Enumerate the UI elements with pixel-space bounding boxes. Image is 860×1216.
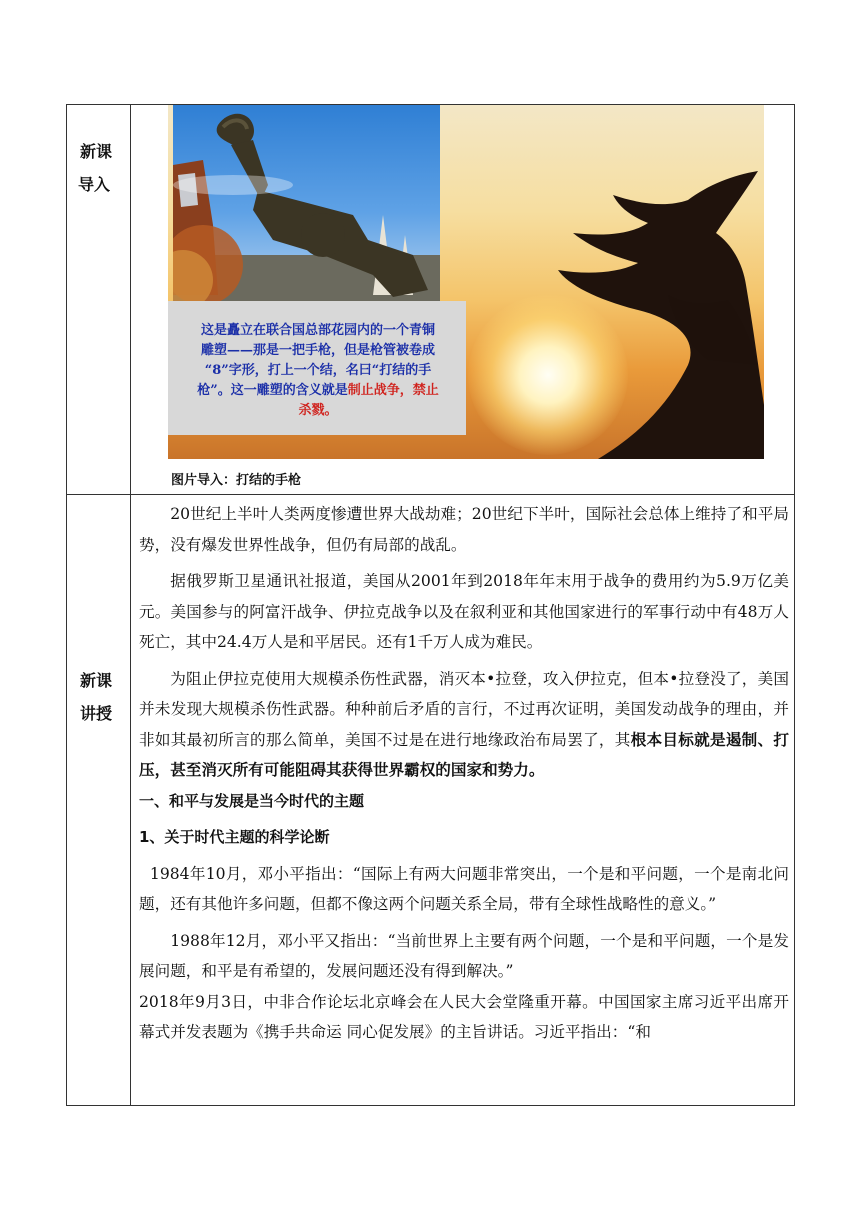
row-label-lecture-line1: 新课 (80, 671, 113, 690)
figure-caption: 图片导入：打结的手枪 (171, 473, 302, 488)
knotted-gun-photo (173, 105, 440, 301)
row-label-intro-line2: 导入 (78, 175, 111, 194)
caption-line-2: 雕塑——那是一把手枪，但是枪管被卷成 (200, 343, 435, 358)
intro-figure (168, 105, 764, 459)
paragraph-3-text: 为阻止伊拉克使用大规模杀伤性武器，消灭本•拉登，攻入伊拉克，但本•拉登没了，美国并未发现大规模杀伤性武器。种种前后矛盾的言行，不过再次证明，美国发动战争的理由，并非如其最初所言的那么简单，美国不过是在进行地缘政治布局罢了，其 (139, 669, 789, 749)
row-label-lecture-line2: 讲授 (80, 704, 113, 723)
paragraph-1: 20世纪上半叶人类两度惨遭世界大战劫难；20世纪下半叶，国际社会总体上维持了和平局势，没有爆发世界性战争，但仍有局部的战乱。 (139, 505, 789, 554)
row-label-intro (78, 135, 112, 201)
paragraph-3-bold: 根本目标就是遏制、打压，甚至消灭所有可能阻碍其获得世界霸权的国家和势力。 (139, 730, 789, 779)
caption-line-5: 杀戮。 (298, 403, 338, 418)
row-label-intro-line1: 新课 (80, 142, 113, 161)
knotted-gun-sculpture (173, 105, 440, 301)
paragraph-2: 据俄罗斯卫星通讯社报道，美国从2001年到2018年年末用于战争的费用约为5.9万亿美元。美国参与的阿富汗战争、伊拉克战争以及在叙利亚和其他国家进行的军事行动中有48万人死亡，其中24.4万人是和平居民。还有1千万人成为难民。 (139, 572, 789, 651)
column-divider (130, 104, 131, 1106)
caption-line-3: “8”字形，打上一个结，名曰“打结的手 (204, 363, 432, 378)
paragraph-3 (139, 664, 789, 786)
caption-line-4-blue: 枪”。这一雕塑的含义就是 (197, 383, 348, 398)
caption-line-1: 这是矗立在联合国总部花园内的一个青铜 (200, 323, 435, 338)
sculpture-caption-box (168, 301, 466, 435)
paragraph-6: 2018年9月3日，中非合作论坛北京峰会在人民大会堂隆重开幕。中国国家主席习近平出席开幕式并发表题为《携手共命运 同心促发展》的主旨讲话。习近平指出：“和 (139, 992, 789, 1041)
paragraph-5: 1988年12月，邓小平又指出：“当前世界上主要有两个问题，一个是和平问题，一个是发展问题，和平是有希望的，发展问题还没有得到解决。” (139, 931, 789, 980)
row-divider (66, 494, 795, 495)
paragraph-4: 1984年10月，邓小平指出：“国际上有两大问题非常突出，一个是和平问题，一个是南北问题，还有其他许多问题，但都不像这两个问题关系全局，带有全球性战略性的意义。” (139, 864, 789, 913)
caption-line-4-red: 制止战争，禁止 (347, 383, 439, 398)
heading-2: 1、关于时代主题的科学论断 (139, 828, 330, 846)
caption-line-4 (178, 381, 458, 401)
heading-1: 一、和平与发展是当今时代的主题 (139, 791, 365, 810)
lecture-content (139, 499, 789, 1048)
row-label-lecture (80, 664, 112, 730)
